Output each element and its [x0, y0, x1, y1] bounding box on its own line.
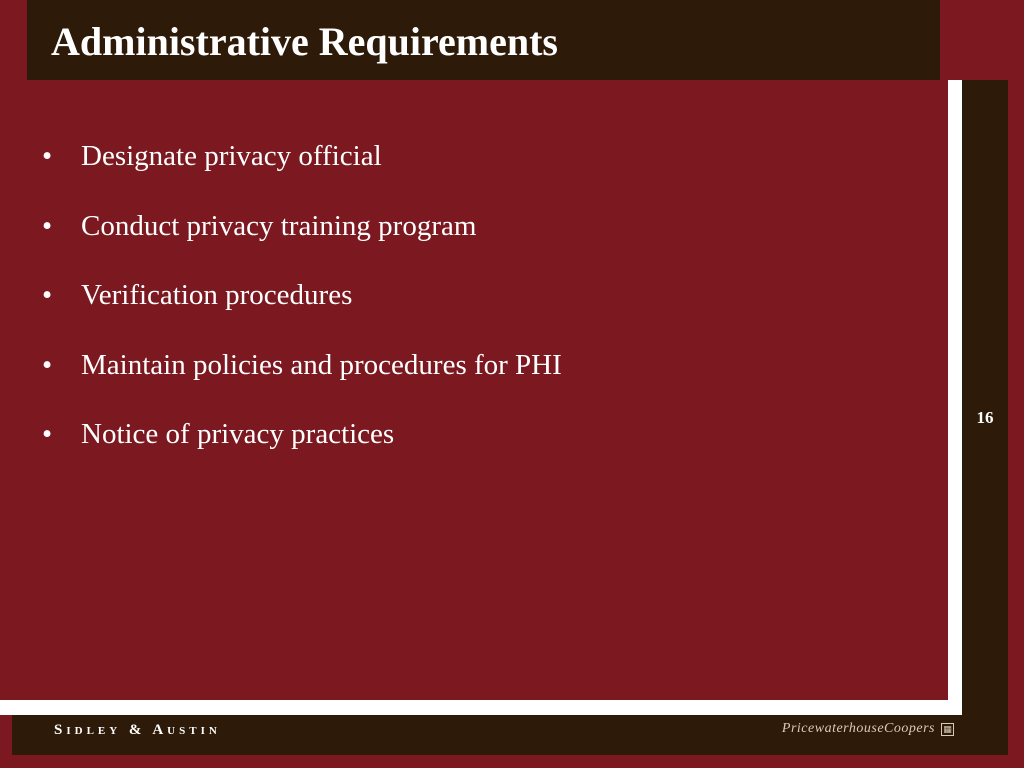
title-bar	[27, 0, 940, 80]
bullet-text: Notice of privacy practices	[81, 418, 395, 450]
bullet-item	[42, 207, 562, 277]
page-number: 16	[976, 408, 994, 427]
slide-title: Administrative Requirements	[51, 19, 558, 64]
bullet-icon: •	[42, 279, 53, 311]
sidley-austin-logo: Sidley & Austin	[54, 722, 221, 738]
footer-bar	[12, 715, 962, 755]
bullet-icon: •	[42, 140, 53, 172]
bullet-icon: •	[42, 348, 53, 381]
bullet-item	[42, 137, 562, 207]
bullet-text: Conduct privacy training program	[81, 209, 477, 242]
bullet-icon: •	[42, 209, 53, 242]
bullet-list	[42, 137, 562, 485]
bullet-item	[42, 415, 562, 485]
footer-divider	[0, 700, 962, 715]
bullet-text: Maintain policies and procedures for PHI	[81, 348, 562, 381]
bullet-text: Verification procedures	[81, 279, 353, 311]
bullet-text: Designate privacy official	[81, 140, 382, 172]
pwc-logo	[782, 721, 954, 737]
right-sidebar	[962, 80, 1008, 755]
bullet-item	[42, 276, 562, 346]
pwc-logo-mark-icon: ▦	[941, 723, 954, 736]
bullet-item	[42, 346, 562, 416]
right-divider	[948, 80, 962, 700]
bullet-icon: •	[42, 418, 53, 450]
pwc-logo-text: PricewaterhouseCoopers	[781, 721, 935, 736]
